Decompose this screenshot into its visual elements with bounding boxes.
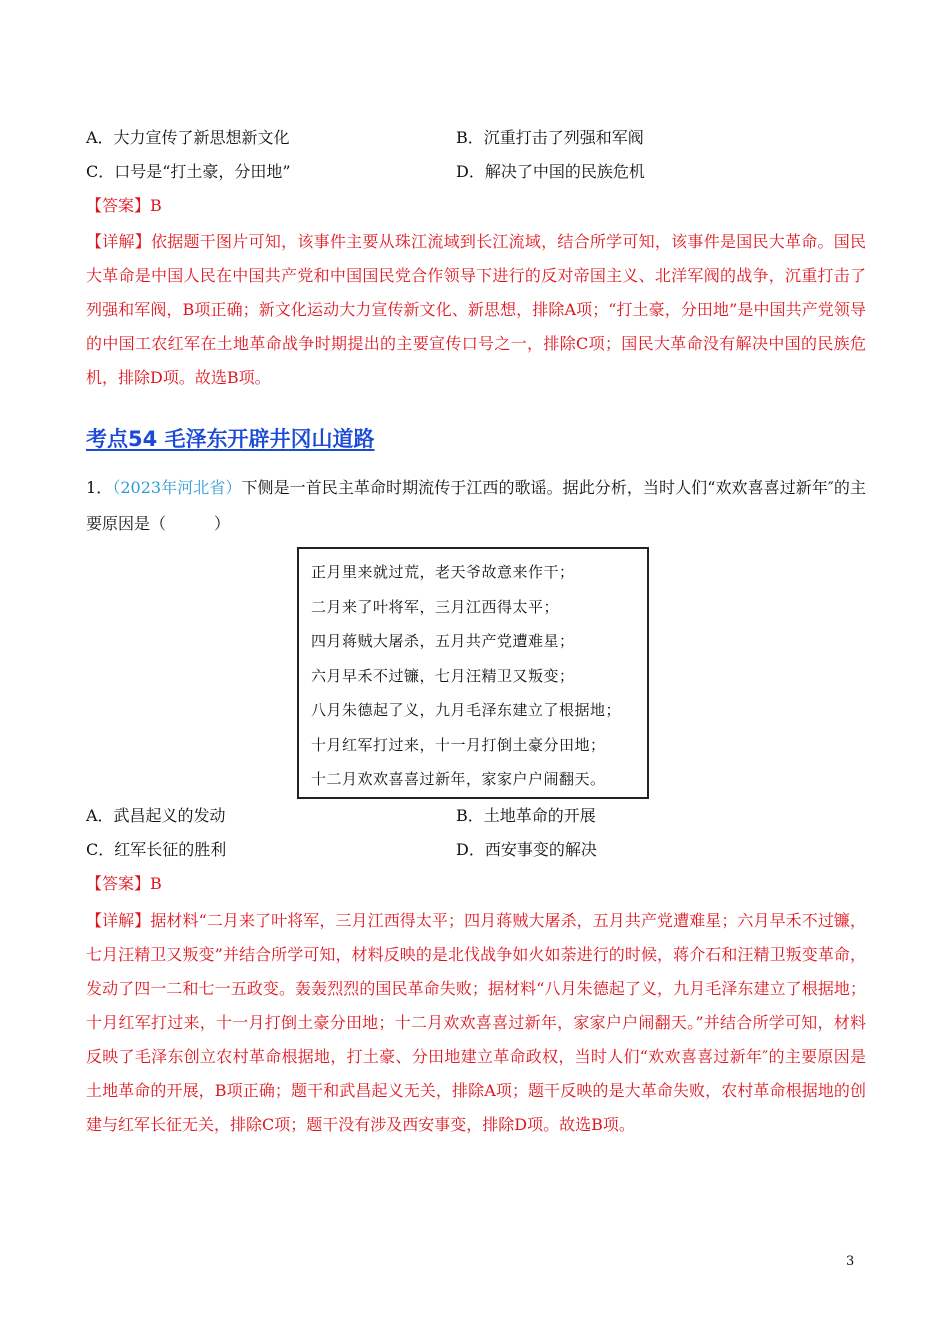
option-b: B．土地革命的开展 [456, 806, 596, 825]
ballad-line: 四月蒋贼大屠杀，五月共产党遭难星； [311, 632, 575, 650]
question-1-stem [86, 470, 866, 542]
answer-value: B [150, 196, 162, 215]
question-text: 下侧是一首民主革命时期流传于江西的歌谣。据此分析，当时人们“欢欢喜喜过新年″的主要原因是（ ） [86, 478, 866, 533]
q1-detail [86, 904, 866, 1142]
q1-options-row-1 [86, 803, 866, 829]
prev-detail [86, 225, 866, 395]
option-b: B．沉重打击了列强和军阀 [456, 128, 644, 147]
ballad-line: 正月里来就过荒，老天爷故意来作干； [311, 563, 575, 581]
ballad-line: 八月朱德起了义，九月毛泽东建立了根据地； [311, 701, 622, 719]
option-a: A．武昌起义的发动 [86, 806, 226, 825]
question-number: 1． [86, 478, 113, 497]
question-source: （2023年河北省） [112, 478, 242, 497]
ballad-box [297, 547, 649, 799]
prev-options-row-2 [86, 159, 866, 185]
detail-text: 依据题干图片可知，该事件主要从珠江流域到长江流域，结合所学可知，该事件是国民大革命。国民大革命是中国人民在中国共产党和中国国民党合作领导下进行的反对帝国主义、北洋军阀的战争，沉重打击了列强和军阀，B项正确；新文化运动大力宣传新文化、新思想，排除A项；“打土豪，分田地”是中国共产党领导的中国工农红军在土地革命战争时期提出的主要宣传口号之一，排除C项；国民大革命没有解决中国的民族危机，排除D项。故选B项。 [86, 232, 866, 387]
detail-text: 据材料“二月来了叶将军，三月江西得太平；四月蒋贼大屠杀，五月共产党遭难星；六月早禾不过镰，七月汪精卫又叛变”并结合所学可知，材料反映的是北伐战争如火如荼进行的时候，蒋介石和汪精卫叛变革命，发动了四一二和七一五政变。轰轰烈烈的国民革命失败；据材料“八月朱德起了义，九月毛泽东建立了根据地；十月红军打过来，十一月打倒土豪分田地；十二月欢欢喜喜过新年，家家户户闹翻天。”并结合所学可知，材料反映了毛泽东创立农村革命根据地，打土豪、分田地建立革命政权，当时人们“欢欢喜喜过新年″的主要原因是土地革命的开展，B项正确；题干和武昌起义无关，排除A项；题干反映的是大革命失败，农村革命根据地的创建与红军长征无关，排除C项；题干没有涉及西安事变，排除D项。故选B项。 [86, 911, 866, 1134]
q1-answer [86, 871, 162, 897]
answer-label: 【答案】 [86, 874, 151, 893]
ballad-line: 十月红军打过来，十一月打倒土豪分田地； [311, 735, 606, 754]
option-c: C．口号是“打土豪，分田地” [86, 162, 291, 181]
detail-label: 【详解】 [86, 232, 152, 251]
ballad-line: 六月早禾不过镰，七月汪精卫又叛变； [311, 666, 575, 685]
answer-label: 【答案】 [86, 196, 151, 215]
q1-options-row-2 [86, 837, 866, 863]
option-c: C．红军长征的胜利 [86, 840, 227, 859]
answer-value: B [150, 874, 162, 893]
option-d: D．西安事变的解决 [456, 840, 597, 859]
page-number: 3 [846, 1254, 855, 1269]
prev-answer [86, 193, 162, 219]
ballad-line: 二月来了叶将军，三月江西得太平； [311, 597, 560, 616]
ballad-line: 十二月欢欢喜喜过新年，家家户户闹翻天。 [311, 770, 606, 788]
detail-label: 【详解】 [86, 911, 151, 930]
prev-options-row-1 [86, 125, 866, 151]
option-d: D．解决了中国的民族危机 [456, 162, 645, 181]
option-a: A．大力宣传了新思想新文化 [86, 128, 290, 147]
section-title: 考点54 毛泽东开辟井冈山道路 [86, 427, 375, 451]
